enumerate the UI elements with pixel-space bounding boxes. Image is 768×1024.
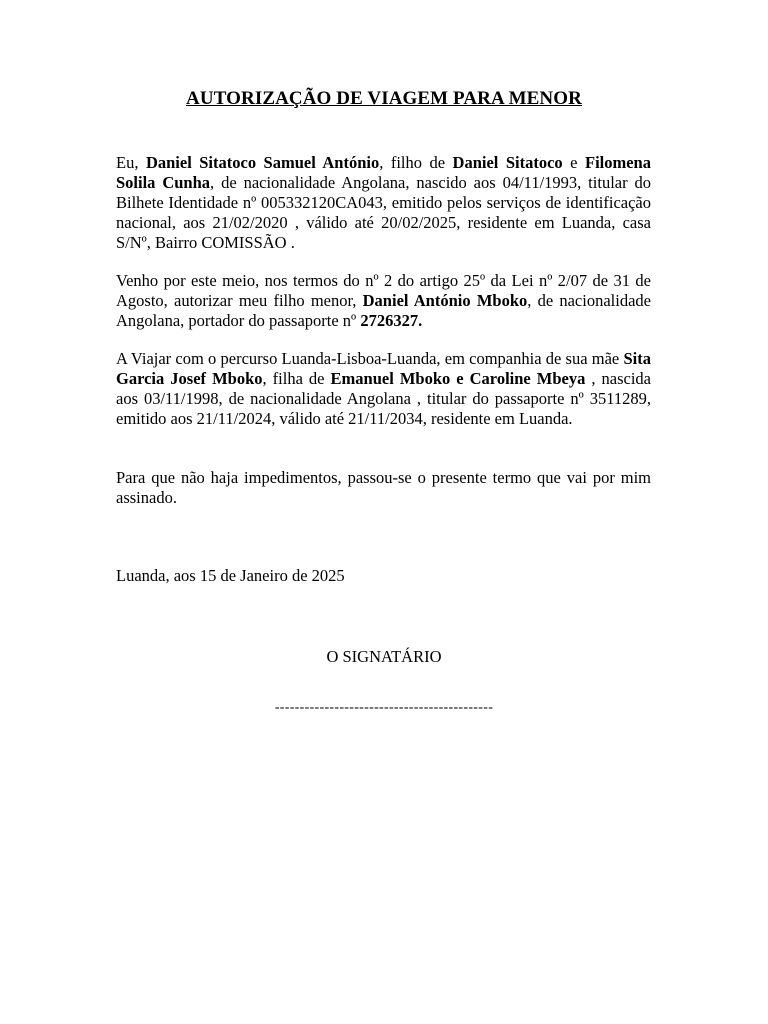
authorization-paragraph xyxy=(116,271,651,331)
companion-parents: Emanuel Mboko e Caroline Mbeya xyxy=(330,369,586,388)
closing-paragraph: Para que não haja impedimentos, passou-se o presente termo que vai por mim assinado. xyxy=(116,468,651,507)
text-segment: Venho por este meio, nos termos do nº 2 do artigo 25º da Lei nº 2/07 de 31 de Agosto, autorizar meu filho menor, xyxy=(116,271,651,310)
text-segment: Eu, xyxy=(116,153,146,172)
travel-paragraph xyxy=(116,349,651,429)
text-segment: , de nacionalidade Angolana, nascido aos 04/11/1993, titular do Bilhete Identidade nº 005332120CA043, emitido pelos serviços de identificação nacional, aos 21/02/2020 , válido até 20/02/2025, residente em Luanda, casa S/Nº, Bairro COMISSÃO . xyxy=(116,173,652,252)
signatory-label: O SIGNATÁRIO xyxy=(326,647,442,666)
minor-name: Daniel António Mboko xyxy=(362,291,528,310)
document-title: AUTORIZAÇÃO DE VIAGEM PARA MENOR xyxy=(186,88,582,109)
date-line: Luanda, aos 15 de Janeiro de 2025 xyxy=(116,566,345,585)
companion-name: Sita Garcia Josef Mboko xyxy=(116,349,651,388)
text-segment: , de nacionalidade Angolana, portador do passaporte nº xyxy=(116,291,651,330)
text-segment: , filha de xyxy=(262,369,331,388)
signature-line: -------------------------------------------- xyxy=(274,700,494,715)
text-segment: A Viajar com o percurso Luanda-Lisboa-Luanda, em companhia de sua mãe xyxy=(116,349,624,368)
passport-number: 2726327. xyxy=(360,311,423,330)
declarant-name: Daniel Sitatoco Samuel António xyxy=(145,153,380,172)
text-segment: , filho de xyxy=(379,153,453,172)
text-segment: e xyxy=(562,153,585,172)
text-segment: , nascida aos 03/11/1998, de nacionalidade Angolana , titular do passaporte nº 3511289, emitido aos 21/11/2024, válido até 21/11/2034, residente em Luanda. xyxy=(116,369,652,428)
mother-name: Filomena Solila Cunha xyxy=(116,153,651,192)
declarant-paragraph xyxy=(116,153,651,253)
father-name: Daniel Sitatoco xyxy=(452,153,563,172)
